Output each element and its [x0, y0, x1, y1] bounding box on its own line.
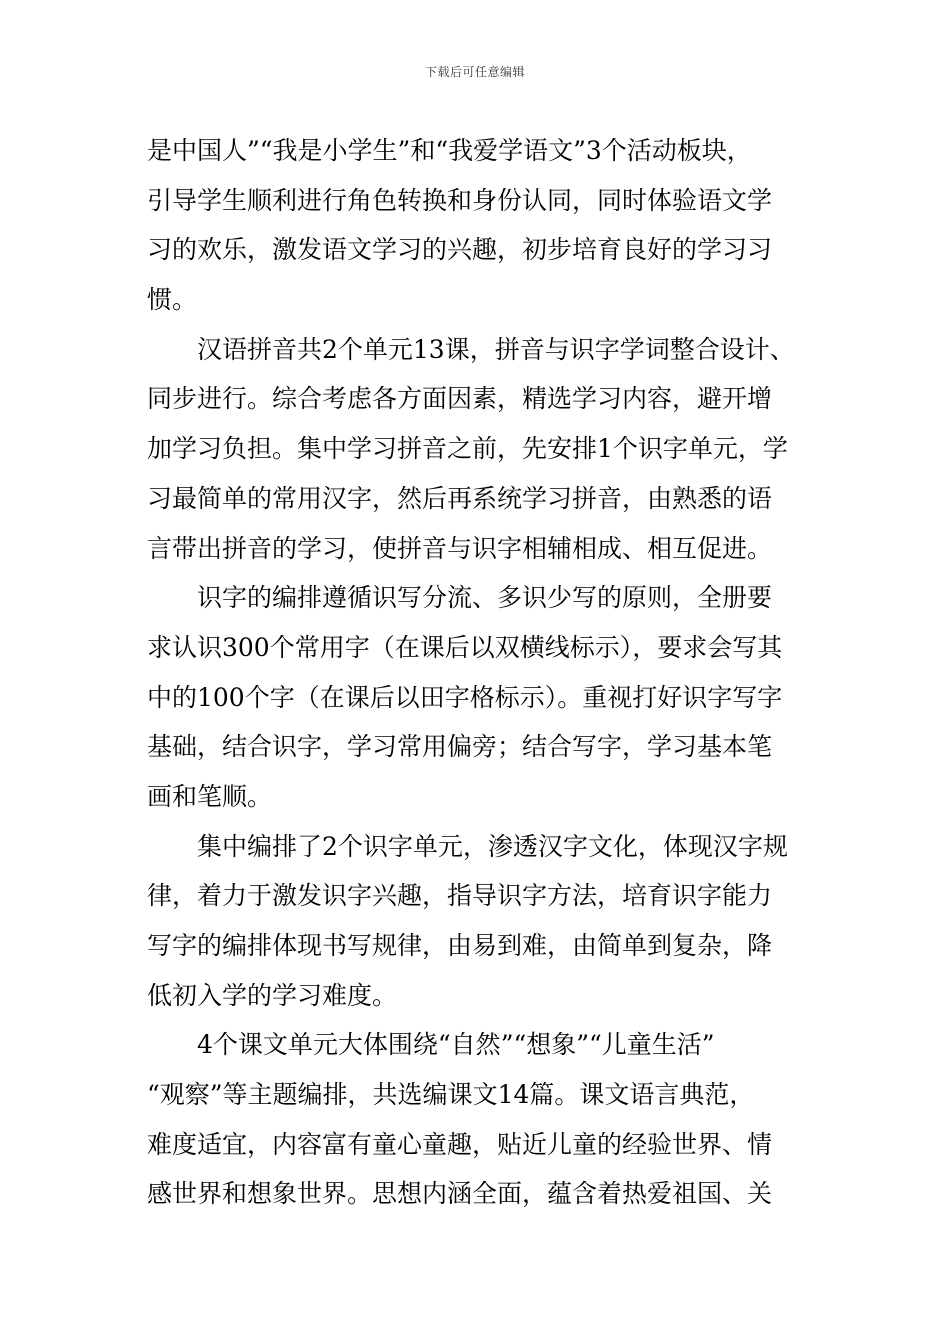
text-line: 习的欢乐，激发语文学习的兴趣，初步培育良好的学习习	[147, 235, 773, 265]
text-line: 律，着力于激发识字兴趣，指导识字方法，培育识字能力	[147, 881, 773, 911]
text-line: 言带出拼音的学习，使拼音与识字相辅相成、相互促进。	[147, 533, 773, 563]
text-line: 是中国人”“我是小学生”和“我爱学语文”3个活动板块，	[147, 136, 752, 165]
text-line: 难度适宜，内容富有童心童趣，贴近儿童的经验世界、情	[147, 1129, 773, 1159]
text-line: 惯。	[147, 285, 198, 315]
text-line: 求认识300个常用字（在课后以双横线标示），要求会写其	[147, 632, 783, 662]
text-line: 同步进行。综合考虑各方面因素，精选学习内容，避开增	[147, 384, 773, 414]
text-line: 中的100个字（在课后以田字格标示）。重视打好识字写字	[147, 682, 783, 712]
text-line: 习最简单的常用汉字，然后再系统学习拼音，由熟悉的语	[147, 483, 773, 513]
document-body	[147, 126, 837, 1219]
paragraph-first-line: 集中编排了2个识字单元，渗透汉字文化，体现汉字规	[197, 831, 788, 861]
text-line: 基础，结合识字，学习常用偏旁；结合写字，学习基本笔	[147, 732, 773, 762]
text-line: 引导学生顺利进行角色转换和身份认同，同时体验语文学	[147, 185, 773, 215]
text-line: 写字的编排体现书写规律，由易到难，由简单到复杂，降	[147, 931, 773, 960]
text-line: “观察”等主题编排，共选编课文14篇。课文语言典范，	[147, 1080, 755, 1110]
text-line: 画和笔顺。	[147, 781, 273, 811]
text-line: 低初入学的学习难度。	[147, 980, 398, 1010]
text-line: 加学习负担。集中学习拼音之前，先安排1个识字单元，学	[147, 434, 788, 464]
paragraph-first-line: 汉语拼音共2个单元13课，拼音与识字学词整合设计、	[197, 334, 795, 364]
paragraph-first-line: 4个课文单元大体围绕“自然”“想象”“儿童生活”	[197, 1030, 715, 1060]
paragraph-first-line: 识字的编排遵循识写分流、多识少写的原则，全册要	[197, 583, 773, 613]
page-header: 下载后可任意编辑	[424, 65, 525, 79]
text-line: 感世界和想象世界。思想内涵全面，蕴含着热爱祖国、关	[147, 1179, 773, 1209]
